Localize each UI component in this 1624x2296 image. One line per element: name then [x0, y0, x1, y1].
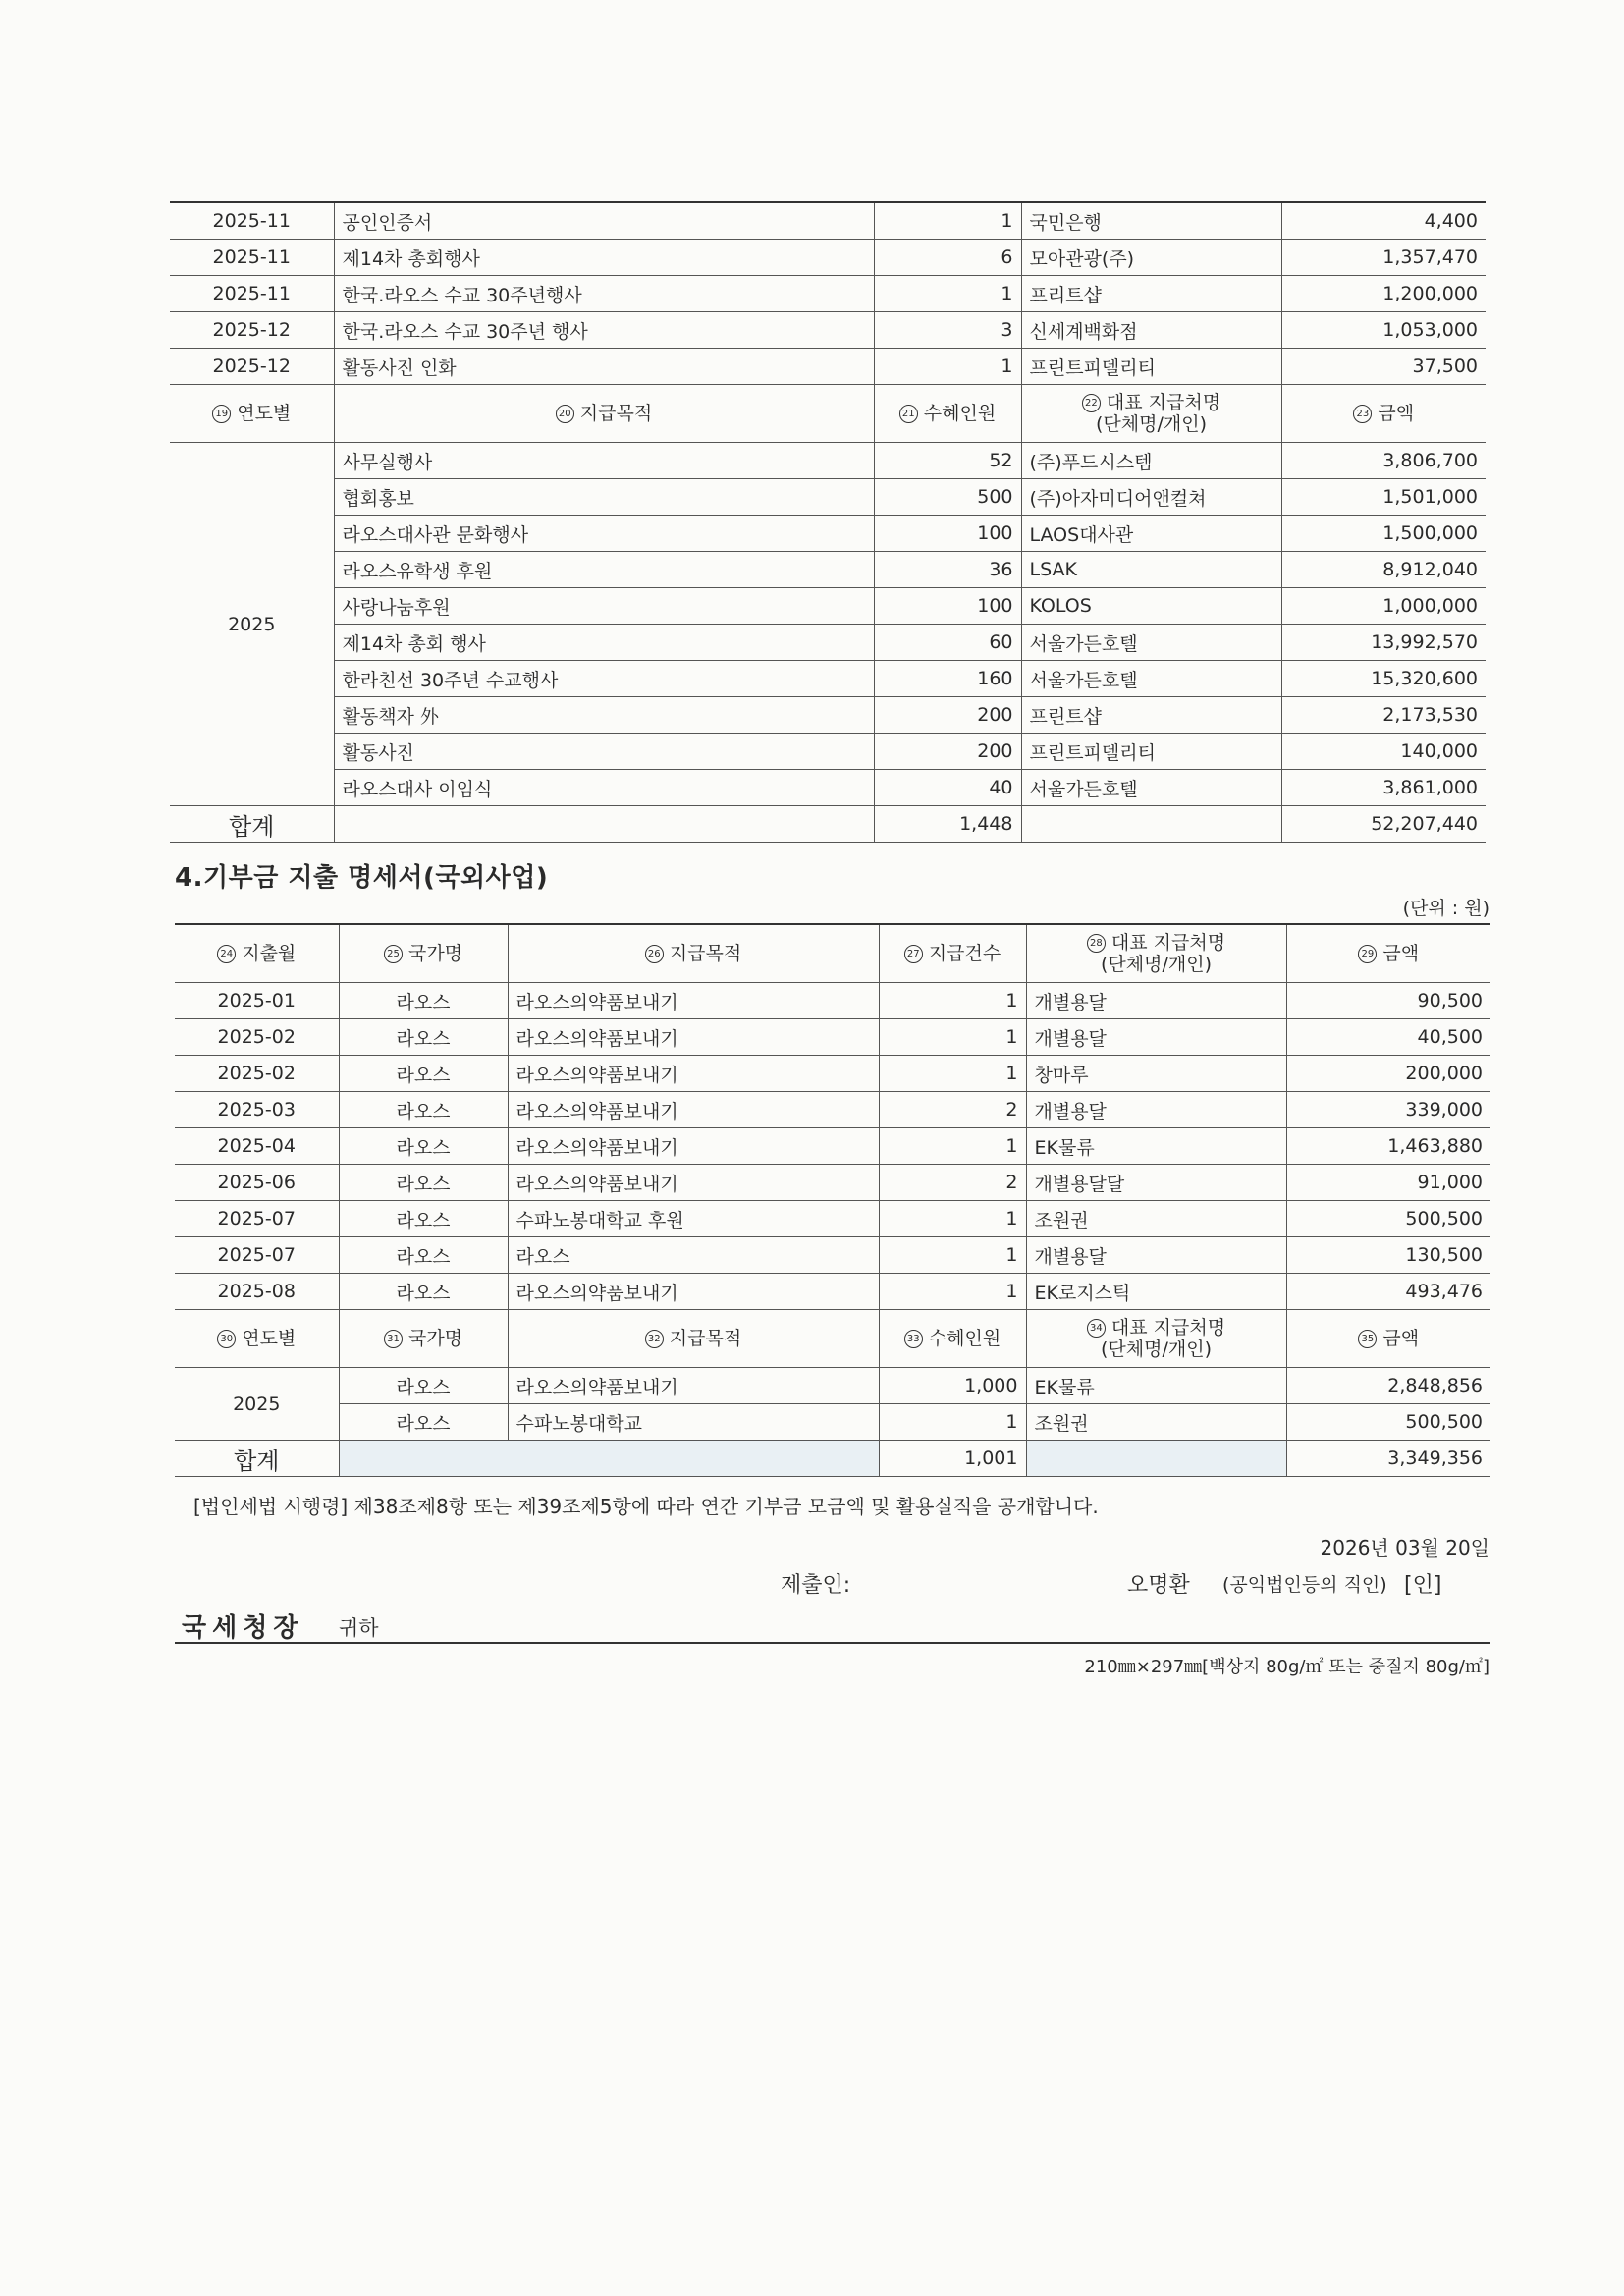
count-cell: 1: [879, 1274, 1026, 1310]
domestic-total-row: [170, 806, 1486, 843]
payee-cell: 개별용달: [1026, 983, 1286, 1019]
purpose-cell: 라오스의약품보내기: [508, 1368, 879, 1404]
country-cell: 라오스: [339, 983, 508, 1019]
count-cell: 200: [874, 697, 1021, 734]
count-cell: 100: [874, 588, 1021, 625]
domestic-expenditure-table: [170, 201, 1486, 843]
payee-cell: 프린트피델리티: [1021, 349, 1281, 385]
table-row: [175, 1274, 1490, 1310]
overseas-summary-header: [175, 1310, 1490, 1368]
payee-cell: 모아관광(주): [1021, 240, 1281, 276]
count-cell: 1: [879, 1404, 1026, 1441]
honorific: 귀하: [339, 1616, 379, 1640]
header-amount: 23 금액: [1281, 385, 1486, 443]
country-cell: 라오스: [339, 1237, 508, 1274]
header-amount: 29 금액: [1286, 924, 1490, 983]
table-row: [175, 1092, 1490, 1128]
purpose-cell: 한라친선 30주년 수교행사: [334, 661, 874, 697]
payee-cell: 신세계백화점: [1021, 312, 1281, 349]
amount-cell: 339,000: [1286, 1092, 1490, 1128]
month-cell: 2025-11: [170, 240, 334, 276]
table-row: [170, 202, 1486, 240]
table-row: [175, 1165, 1490, 1201]
count-cell: 160: [874, 661, 1021, 697]
purpose-cell: 공인인증서: [334, 202, 874, 240]
payee-cell: EK로지스틱: [1026, 1274, 1286, 1310]
total-label: 합계: [175, 1441, 339, 1477]
purpose-cell: 라오스유학생 후원: [334, 552, 874, 588]
count-cell: 3: [874, 312, 1021, 349]
year-cell: 2025: [175, 1368, 339, 1441]
amount-cell: 1,000,000: [1281, 588, 1486, 625]
count-cell: 1,000: [879, 1368, 1026, 1404]
amount-cell: 3,861,000: [1281, 770, 1486, 806]
total-count: 1,001: [879, 1441, 1026, 1477]
table-row: [170, 661, 1486, 697]
total-amount: 3,349,356: [1286, 1441, 1490, 1477]
count-cell: 1: [879, 1056, 1026, 1092]
header-beneficiaries: 33 수혜인원: [879, 1310, 1026, 1368]
header-purpose: 20 지급목적: [334, 385, 874, 443]
purpose-cell: 라오스의약품보내기: [508, 1092, 879, 1128]
purpose-cell: 라오스: [508, 1237, 879, 1274]
total-empty: [1026, 1441, 1286, 1477]
payee-cell: LSAK: [1021, 552, 1281, 588]
purpose-cell: 라오스의약품보내기: [508, 1274, 879, 1310]
overseas-total-row: [175, 1441, 1490, 1477]
year-cell: 2025: [170, 443, 334, 806]
amount-cell: 140,000: [1281, 734, 1486, 770]
header-month: 24 지출월: [175, 924, 339, 983]
count-cell: 60: [874, 625, 1021, 661]
month-cell: 2025-11: [170, 276, 334, 312]
header-amount: 35 금액: [1286, 1310, 1490, 1368]
amount-cell: 130,500: [1286, 1237, 1490, 1274]
total-label: 합계: [170, 806, 334, 843]
table-row: [170, 312, 1486, 349]
header-payee: 28 대표 지급처명 (단체명/개인): [1026, 924, 1286, 983]
amount-cell: 3,806,700: [1281, 443, 1486, 479]
overseas-detail-header: [175, 924, 1490, 983]
header-year: 19 연도별: [170, 385, 334, 443]
total-count: 1,448: [874, 806, 1021, 843]
payee-cell: EK물류: [1026, 1368, 1286, 1404]
amount-cell: 8,912,040: [1281, 552, 1486, 588]
purpose-cell: 라오스의약품보내기: [508, 1128, 879, 1165]
domestic-summary-header: [170, 385, 1486, 443]
payee-cell: KOLOS: [1021, 588, 1281, 625]
purpose-cell: 활동책자 外: [334, 697, 874, 734]
count-cell: 6: [874, 240, 1021, 276]
purpose-cell: 한국.라오스 수교 30주년행사: [334, 276, 874, 312]
amount-cell: 91,000: [1286, 1165, 1490, 1201]
amount-cell: 13,992,570: [1281, 625, 1486, 661]
count-cell: 200: [874, 734, 1021, 770]
count-cell: 2: [879, 1092, 1026, 1128]
purpose-cell: 라오스대사 이임식: [334, 770, 874, 806]
purpose-cell: 수파노봉대학교 후원: [508, 1201, 879, 1237]
purpose-cell: 제14차 총회 행사: [334, 625, 874, 661]
total-amount: 52,207,440: [1281, 806, 1486, 843]
count-cell: 1: [879, 1237, 1026, 1274]
country-cell: 라오스: [339, 1404, 508, 1441]
table-row: [170, 240, 1486, 276]
count-cell: 36: [874, 552, 1021, 588]
payee-cell: 개별용달: [1026, 1092, 1286, 1128]
table-row: [170, 276, 1486, 312]
table-row: [170, 349, 1486, 385]
payee-cell: 프리트샵: [1021, 276, 1281, 312]
payee-cell: LAOS대사관: [1021, 516, 1281, 552]
purpose-cell: 제14차 총회행사: [334, 240, 874, 276]
payee-cell: 국민은행: [1021, 202, 1281, 240]
count-cell: 2: [879, 1165, 1026, 1201]
payee-cell: 개별용달: [1026, 1019, 1286, 1056]
payee-cell: 개별용달달: [1026, 1165, 1286, 1201]
table-row: [170, 479, 1486, 516]
count-cell: 1: [879, 1019, 1026, 1056]
amount-cell: 500,500: [1286, 1201, 1490, 1237]
table-row: [170, 443, 1486, 479]
submission-date: 2026년 03월 20일: [1320, 1536, 1489, 1559]
month-cell: 2025-01: [175, 983, 339, 1019]
country-cell: 라오스: [339, 1019, 508, 1056]
count-cell: 1: [879, 1128, 1026, 1165]
purpose-cell: 라오스의약품보내기: [508, 1019, 879, 1056]
payee-cell: (주)푸드시스템: [1021, 443, 1281, 479]
payee-cell: (주)아자미디어앤컬쳐: [1021, 479, 1281, 516]
month-cell: 2025-08: [175, 1274, 339, 1310]
purpose-cell: 라오스의약품보내기: [508, 1165, 879, 1201]
section-title: 4.기부금 지출 명세서(국외사업): [175, 863, 549, 893]
payee-cell: 서울가든호텔: [1021, 625, 1281, 661]
submitter-role: (공익법인등의 직인): [1222, 1574, 1387, 1596]
month-cell: 2025-03: [175, 1092, 339, 1128]
recipient: 국세청장: [182, 1613, 304, 1643]
header-country: 31 국가명: [339, 1310, 508, 1368]
month-cell: 2025-12: [170, 349, 334, 385]
amount-cell: 200,000: [1286, 1056, 1490, 1092]
payee-cell: EK물류: [1026, 1128, 1286, 1165]
purpose-cell: 활동사진 인화: [334, 349, 874, 385]
table-row: [170, 734, 1486, 770]
table-row: [175, 983, 1490, 1019]
amount-cell: 1,200,000: [1281, 276, 1486, 312]
paper-spec: 210㎜×297㎜[백상지 80g/㎡ 또는 중질지 80g/㎡]: [1084, 1657, 1489, 1677]
payee-cell: 프린트샵: [1021, 697, 1281, 734]
count-cell: 100: [874, 516, 1021, 552]
table-row: [170, 697, 1486, 734]
amount-cell: 1,357,470: [1281, 240, 1486, 276]
country-cell: 라오스: [339, 1092, 508, 1128]
country-cell: 라오스: [339, 1056, 508, 1092]
country-cell: 라오스: [339, 1128, 508, 1165]
count-cell: 1: [874, 349, 1021, 385]
month-cell: 2025-07: [175, 1237, 339, 1274]
header-purpose: 32 지급목적: [508, 1310, 879, 1368]
header-year: 30 연도별: [175, 1310, 339, 1368]
amount-cell: 1,053,000: [1281, 312, 1486, 349]
month-cell: 2025-02: [175, 1019, 339, 1056]
payee-cell: 조원권: [1026, 1404, 1286, 1441]
table-row: [170, 516, 1486, 552]
count-cell: 1: [874, 276, 1021, 312]
table-row: [175, 1128, 1490, 1165]
payee-cell: 서울가든호텔: [1021, 770, 1281, 806]
footer-rule: [175, 1642, 1490, 1644]
table-row: [175, 1056, 1490, 1092]
payee-cell: 프린트피델리티: [1021, 734, 1281, 770]
month-cell: 2025-07: [175, 1201, 339, 1237]
header-country: 25 국가명: [339, 924, 508, 983]
amount-cell: 493,476: [1286, 1274, 1490, 1310]
header-payee: 34 대표 지급처명 (단체명/개인): [1026, 1310, 1286, 1368]
overseas-expenditure-table: [175, 923, 1490, 1477]
total-empty: [1021, 806, 1281, 843]
payee-cell: 개별용달: [1026, 1237, 1286, 1274]
table-row: [170, 770, 1486, 806]
total-empty: [334, 806, 874, 843]
table-row: [175, 1237, 1490, 1274]
submitter-label: 제출인:: [781, 1573, 851, 1598]
country-cell: 라오스: [339, 1274, 508, 1310]
table-row: [170, 552, 1486, 588]
purpose-cell: 라오스의약품보내기: [508, 1056, 879, 1092]
purpose-cell: 라오스의약품보내기: [508, 983, 879, 1019]
header-payee: 22 대표 지급처명 (단체명/개인): [1021, 385, 1281, 443]
amount-cell: 40,500: [1286, 1019, 1490, 1056]
month-cell: 2025-06: [175, 1165, 339, 1201]
table-row: [170, 625, 1486, 661]
payee-cell: 창마루: [1026, 1056, 1286, 1092]
country-cell: 라오스: [339, 1201, 508, 1237]
purpose-cell: 라오스대사관 문화행사: [334, 516, 874, 552]
count-cell: 500: [874, 479, 1021, 516]
amount-cell: 500,500: [1286, 1404, 1490, 1441]
submitter-name: 오명환: [1127, 1573, 1190, 1598]
header-purpose: 26 지급목적: [508, 924, 879, 983]
header-count: 27 지급건수: [879, 924, 1026, 983]
month-cell: 2025-12: [170, 312, 334, 349]
amount-cell: 1,463,880: [1286, 1128, 1490, 1165]
purpose-cell: 활동사진: [334, 734, 874, 770]
legal-notice: [법인세법 시행령] 제38조제8항 또는 제39조제5항에 따라 연간 기부금 모금액 및 활용실적을 공개합니다.: [193, 1495, 1099, 1518]
table-row: [175, 1368, 1490, 1404]
amount-cell: 37,500: [1281, 349, 1486, 385]
count-cell: 52: [874, 443, 1021, 479]
purpose-cell: 수파노봉대학교: [508, 1404, 879, 1441]
total-empty: [339, 1441, 879, 1477]
amount-cell: 1,501,000: [1281, 479, 1486, 516]
month-cell: 2025-04: [175, 1128, 339, 1165]
table-row: [175, 1019, 1490, 1056]
payee-cell: 서울가든호텔: [1021, 661, 1281, 697]
amount-cell: 2,848,856: [1286, 1368, 1490, 1404]
payee-cell: 조원권: [1026, 1201, 1286, 1237]
purpose-cell: 한국.라오스 수교 30주년 행사: [334, 312, 874, 349]
amount-cell: 15,320,600: [1281, 661, 1486, 697]
unit-label: (단위 : 원): [1402, 898, 1489, 919]
country-cell: 라오스: [339, 1165, 508, 1201]
amount-cell: 4,400: [1281, 202, 1486, 240]
country-cell: 라오스: [339, 1368, 508, 1404]
table-row: [170, 588, 1486, 625]
table-row: [175, 1201, 1490, 1237]
month-cell: 2025-02: [175, 1056, 339, 1092]
amount-cell: 1,500,000: [1281, 516, 1486, 552]
count-cell: 40: [874, 770, 1021, 806]
amount-cell: 90,500: [1286, 983, 1490, 1019]
purpose-cell: 사무실행사: [334, 443, 874, 479]
month-cell: 2025-11: [170, 202, 334, 240]
purpose-cell: 사랑나눔후원: [334, 588, 874, 625]
count-cell: 1: [879, 1201, 1026, 1237]
purpose-cell: 협회홍보: [334, 479, 874, 516]
header-beneficiaries: 21 수혜인원: [874, 385, 1021, 443]
count-cell: 1: [879, 983, 1026, 1019]
count-cell: 1: [874, 202, 1021, 240]
table-row: [175, 1404, 1490, 1441]
amount-cell: 2,173,530: [1281, 697, 1486, 734]
seal-mark: [인]: [1404, 1573, 1442, 1598]
